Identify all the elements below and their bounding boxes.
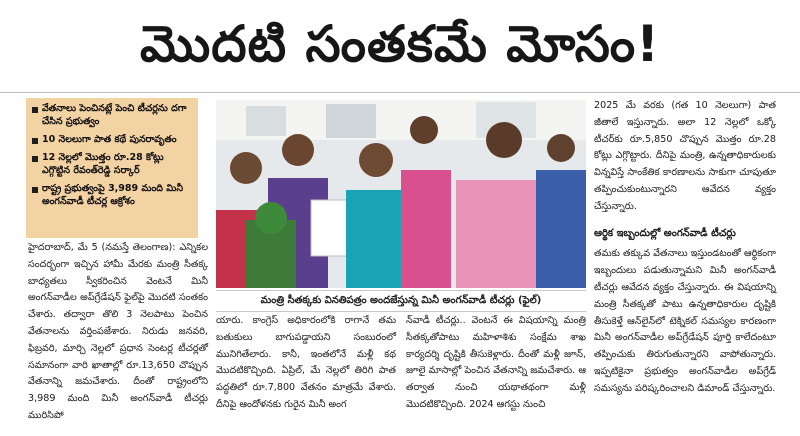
bullet-icon (32, 107, 38, 113)
photo-caption: మంత్రి సీతక్కకు వినతిపత్రం అందజేస్తున్న మినీ అంగన్‌వాడీ టీచర్లు (ఫైల్‌) (216, 290, 586, 312)
highlight-item (32, 133, 192, 146)
highlight-item (32, 102, 192, 128)
news-photo (216, 100, 586, 288)
highlight-item (32, 182, 192, 208)
section-subheading: ఆర్థిక ఇబ్బందుల్లో అంగన్‌వాడీ టీచర్లు (594, 227, 736, 239)
bullet-icon (32, 138, 38, 144)
article-paragraph: 2025 మే వరకు (గత 10 నెలలుగా) పాత జీతాలే ఇస్తున్నారు. అలా 12 నెల్లలో ఒక్కో టీచర్‌కు రూ.5,850 చొప్పున మొత్తం రూ.28 కోట్లు ఎగ్గొట్టారు. దీనిపై మంత్రి, ఉన్నతాధికారులకు విన్నవిస్తే సాంకేతిక కారణాలను సాకుగా చూపుతూ తప్పించుకుంటున్నారని ఆవేదన వ్యక్తం చేస్తున్నారు. (594, 100, 776, 212)
article-paragraph: తమకు తక్కువ వేతనాలు ఇస్తుండటంతో ఆర్థికంగా ఇబ్బందులు పడుతున్నామని మినీ అంగన్‌వాడీ టీచర్లు ఆవేదన వ్యక్తం చేస్తున్నారు. ఈ విషయాన్ని మంత్రి సీతక్కతో పాటు ఉన్నతాధికారుల దృష్టికి తీసుకెళ్తే ఆన్‌లైన్‌లో టెక్నికల్‌ సమస్యల కారణంగా మినీ అంగన్‌వాడీల అప్‌గ్రేడేషన్‌ పూర్తి కాలేదంటూ తప్పించుకు తిరుగుతున్నారని వాపోతున్నారు. ఇప్పటికైనా ప్రభుత్వం అంగన్‌వాడీల అప్‌గ్రేడ్‌ సమస్యను పరిష్కరించాలని డిమాండ్‌ చేస్తున్నారు. (594, 248, 776, 394)
article-paragraph: యారు. కాంగ్రెస్‌ అధికారంలోకి రాగానే తమ బతుకులు బాగుపడ్డాయని సంబురంలో మునిగితేలారు. కానీ, ఇంతలోనే మళ్లీ కథ మొదటికొచ్చింది. ఏప్రిల్‌, మే నెల్లలో తిరిగి పాత పద్ధతిలో రూ.7,800 వేతనం మాత్రమే వేశారు. దీనిపై ఆందోళనకు గురైన మినీ అంగ (216, 315, 396, 410)
article-paragraph: న్‌వాడీ టీచర్లు.. వెంటనే ఈ విషయాన్ని మంత్రి సీతక్కతోపాటు మహిళాశిశు సంక్షేమ శాఖ కార్యదర్శి దృష్టికి తీసుకెళ్లారు. దీంతో మళ్లీ జూన్‌, జూలై మాసాల్లో పెంచిన వేతనాన్ని జమచేశారు. ఆ తర్వాత నుంచి యథాతథంగా మళ్లీ మొదటికొచ్చింది. 2024 ఆగస్టు నుంచి (406, 315, 586, 410)
highlight-text: 12 నెల్లలో మొత్తం రూ.28 కోట్లు ఎగ్గొట్టిన రేవంత్‌రెడ్డి సర్కార్‌ (42, 152, 164, 176)
article-column-1 (28, 240, 208, 425)
article-paragraph: హైదరాబాద్‌, మే 5 (నమస్తే తెలంగాణ): ఎన్నికల సందర్భంగా ఇచ్చిన హామీ మేరకు మంత్రి సీతక్క బాధ్యతలు స్వీకరించిన వెంటనే మినీ అంగన్‌వాడీల అప్‌గ్రేడేషన్‌ ఫైల్‌పై మొదటి సంతకం చేశారు. తద్వారా తొలి 3 నెలపాటు పెంచిన వేతనాలను వర్తింపజేశారు. నిరుడు జనవరి, ఫిబ్రవరి, మార్చి నెల్లలో ప్రధాన సెంటర్ల టీచర్లతో సమానంగా వారి ఖాతాల్లో రూ.13,650 చొప్పున వేతనాన్ని జమచేశారు. దీంతో రాష్ట్రంలోని 3,989 మంది మినీ అంగన్‌వాడీ టీచర్లు మురిసిపో (28, 242, 208, 421)
article-column-2 (216, 313, 396, 414)
article-column-4 (594, 98, 776, 398)
highlights-box (26, 98, 198, 238)
bullet-icon (32, 156, 38, 162)
bullet-icon (32, 187, 38, 193)
headline: మొదటి సంతకమే మోసం! (140, 15, 660, 73)
news-photo-illustration (216, 100, 586, 288)
headline-rule (0, 92, 800, 93)
highlight-item (32, 151, 192, 177)
article-column-3 (406, 313, 586, 414)
highlight-text: వేతనాలు పెంచినట్లే పెంచి టీచర్లను దగా చేసిన ప్రభుత్వం (42, 103, 187, 127)
highlight-text: 10 నెలలుగా పాత కథే పునరావృతం (42, 134, 177, 145)
highlight-text: రాష్ట్ర ప్రభుత్వంపై 3,989 మంది మినీ అంగన్‌వాడీ టీచర్ల ఆక్రోశం (42, 183, 184, 207)
